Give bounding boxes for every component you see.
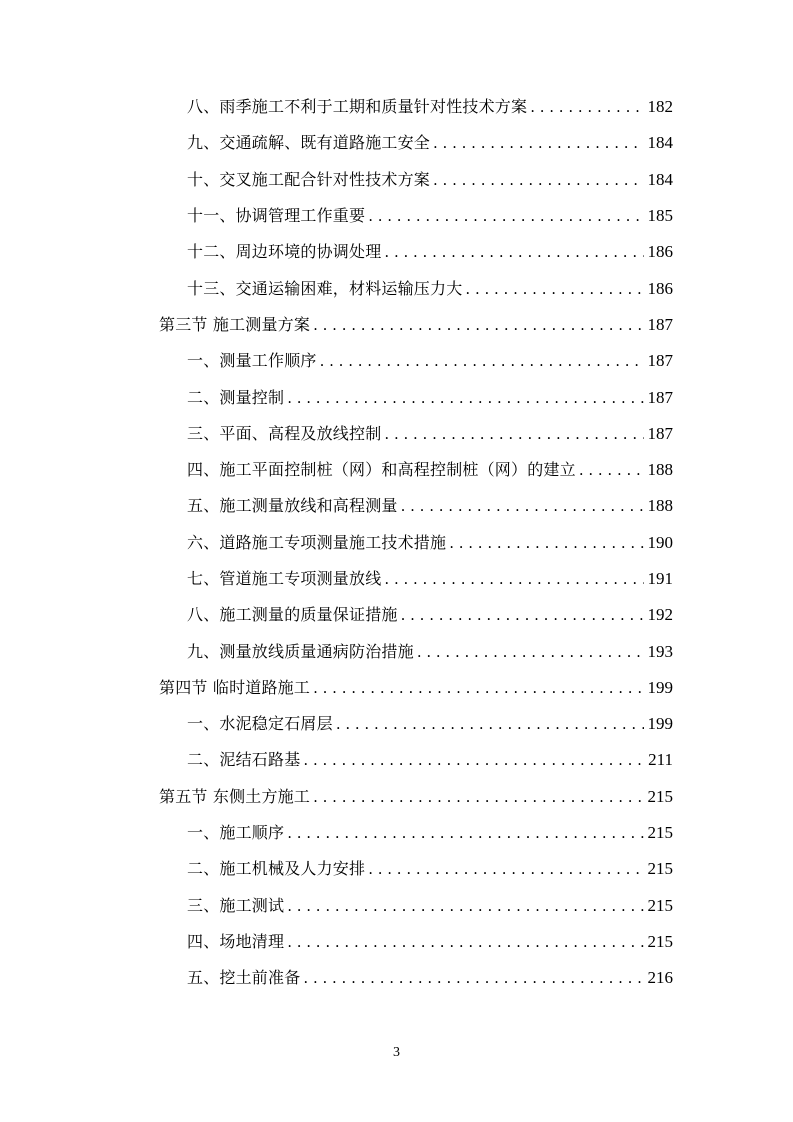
toc-entry-line [187, 206, 673, 226]
toc-entry-page-number: 211 [648, 750, 673, 770]
toc-entry-page-number: 192 [647, 605, 673, 625]
toc-entry-title: 五、挖土前准备 [187, 968, 301, 988]
dot-leader [527, 97, 643, 117]
toc-entry-page-number: 191 [647, 569, 673, 588]
toc-entry-line [187, 242, 673, 262]
toc-entry-title: 七、管道施工专项测量放线 [187, 569, 382, 588]
toc-entry [0, 706, 793, 742]
toc-entry [0, 960, 793, 996]
toc-entry-page-number: 190 [647, 532, 673, 552]
toc-entry-title: 九、测量放线质量通病防治措施 [187, 641, 414, 661]
toc-entry [0, 270, 793, 306]
toc-entry [0, 416, 793, 452]
toc-entry-page-number: 215 [647, 823, 673, 843]
dot-leader [300, 968, 643, 988]
toc-entry [0, 525, 793, 561]
toc-entry-page-number: 215 [647, 786, 673, 806]
toc-entry-line [187, 642, 673, 662]
toc-entry-title: 九、交通疏解、既有道路施工安全 [187, 133, 431, 153]
table-of-contents [0, 89, 793, 996]
toc-entry-title: 四、场地清理 [187, 931, 285, 951]
toc-entry-title: 四、施工平面控制桩（网）和高程控制桩（网）的建立 [187, 460, 576, 480]
toc-entry-page-number: 184 [647, 133, 673, 153]
toc-entry-line [187, 460, 673, 480]
dot-leader [414, 642, 644, 662]
toc-entry-page-number: 188 [647, 460, 673, 480]
dot-leader [381, 424, 643, 444]
toc-entry-line [187, 533, 673, 553]
dot-leader [284, 896, 643, 916]
dot-leader [310, 315, 643, 335]
dot-leader [300, 750, 644, 770]
toc-entry-page-number: 215 [647, 895, 673, 915]
toc-entry [0, 452, 793, 488]
dot-leader [381, 569, 643, 589]
toc-entry-page-number: 193 [647, 641, 673, 661]
toc-entry [0, 234, 793, 270]
toc-entry-page-number: 187 [647, 314, 673, 334]
toc-entry-line [187, 279, 673, 299]
dot-leader [310, 787, 643, 807]
toc-entry-title: 第五节 东侧土方施工 [159, 786, 311, 806]
dot-leader [284, 388, 643, 408]
toc-entry-title: 十、交叉施工配合针对性技术方案 [187, 169, 431, 189]
dot-leader [284, 932, 643, 952]
dot-leader [576, 460, 644, 480]
toc-entry-page-number: 188 [647, 496, 673, 516]
toc-section-entry [0, 307, 793, 343]
dot-leader [430, 133, 643, 153]
toc-entry-title: 一、测量工作顺序 [187, 351, 317, 371]
toc-entry-line [187, 896, 673, 916]
toc-entry-title: 十一、协调管理工作重要 [187, 206, 366, 226]
toc-entry [0, 561, 793, 597]
dot-leader [310, 678, 643, 698]
toc-entry-line [187, 133, 673, 153]
toc-entry [0, 162, 793, 198]
toc-entry-page-number: 186 [647, 242, 673, 262]
toc-entry-line [159, 315, 673, 335]
toc-entry [0, 379, 793, 415]
toc-entry-page-number: 199 [647, 714, 673, 734]
toc-entry-title: 第三节 施工测量方案 [159, 314, 311, 334]
toc-entry-title: 十二、周边环境的协调处理 [187, 242, 382, 262]
toc-entry [0, 89, 793, 125]
toc-entry [0, 125, 793, 161]
toc-entry-title: 二、施工机械及人力安排 [187, 859, 366, 879]
dot-leader [462, 279, 643, 299]
toc-entry-title: 十三、交通运输困难，材料运输压力大 [187, 278, 463, 298]
dot-leader [446, 533, 643, 553]
toc-entry-line [187, 968, 673, 988]
toc-entry [0, 815, 793, 851]
toc-entry [0, 597, 793, 633]
toc-entry [0, 488, 793, 524]
dot-leader [365, 859, 643, 879]
toc-entry-title: 第四节 临时道路施工 [159, 677, 311, 697]
dot-leader [317, 351, 644, 371]
toc-entry-page-number: 199 [647, 677, 673, 697]
toc-entry-title: 三、平面、高程及放线控制 [187, 423, 382, 443]
dot-leader [365, 206, 643, 226]
toc-entry-line [187, 351, 673, 371]
dot-leader [333, 714, 644, 734]
toc-entry-line [187, 823, 673, 843]
toc-entry [0, 633, 793, 669]
toc-entry-line [187, 714, 673, 734]
toc-entry-line [187, 97, 673, 117]
toc-entry-line [187, 750, 673, 770]
toc-entry-page-number: 182 [647, 97, 673, 117]
toc-entry-line [187, 170, 673, 190]
toc-entry-page-number: 187 [647, 423, 673, 443]
toc-entry-title: 三、施工测试 [187, 895, 285, 915]
toc-entry-page-number: 184 [647, 169, 673, 189]
toc-entry-title: 五、施工测量放线和高程测量 [187, 496, 398, 516]
dot-leader [430, 170, 643, 190]
toc-entry-page-number: 186 [647, 278, 673, 298]
toc-entry-title: 八、雨季施工不利于工期和质量针对性技术方案 [187, 97, 528, 117]
toc-entry-line [187, 932, 673, 952]
toc-entry [0, 851, 793, 887]
toc-entry-page-number: 215 [647, 931, 673, 951]
toc-entry-page-number: 187 [647, 351, 673, 371]
toc-entry-title: 一、水泥稳定石屑层 [187, 714, 333, 734]
toc-entry-page-number: 216 [647, 968, 673, 988]
toc-entry-page-number: 185 [647, 206, 673, 226]
toc-entry-line [159, 678, 673, 698]
toc-entry-title: 一、施工顺序 [187, 823, 285, 843]
toc-entry-page-number: 215 [647, 859, 673, 879]
toc-entry-title: 六、道路施工专项测量施工技术措施 [187, 532, 447, 552]
toc-entry [0, 198, 793, 234]
toc-entry-line [159, 787, 673, 807]
toc-entry-line [187, 496, 673, 516]
toc-entry-title: 二、泥结石路基 [187, 750, 301, 770]
toc-entry [0, 924, 793, 960]
toc-entry [0, 888, 793, 924]
toc-entry-title: 八、施工测量的质量保证措施 [187, 605, 398, 625]
toc-entry-line [187, 424, 673, 444]
toc-entry-line [187, 388, 673, 408]
dot-leader [284, 823, 643, 843]
toc-section-entry [0, 670, 793, 706]
dot-leader [398, 496, 644, 516]
page-number: 3 [393, 1045, 400, 1060]
dot-leader [398, 605, 644, 625]
dot-leader [381, 242, 643, 262]
toc-entry-title: 二、测量控制 [187, 387, 285, 407]
toc-entry-line [187, 605, 673, 625]
toc-entry-line [187, 569, 673, 589]
toc-entry [0, 742, 793, 778]
toc-entry [0, 343, 793, 379]
toc-entry-line [187, 859, 673, 879]
toc-entry-page-number: 187 [647, 387, 673, 407]
toc-section-entry [0, 779, 793, 815]
